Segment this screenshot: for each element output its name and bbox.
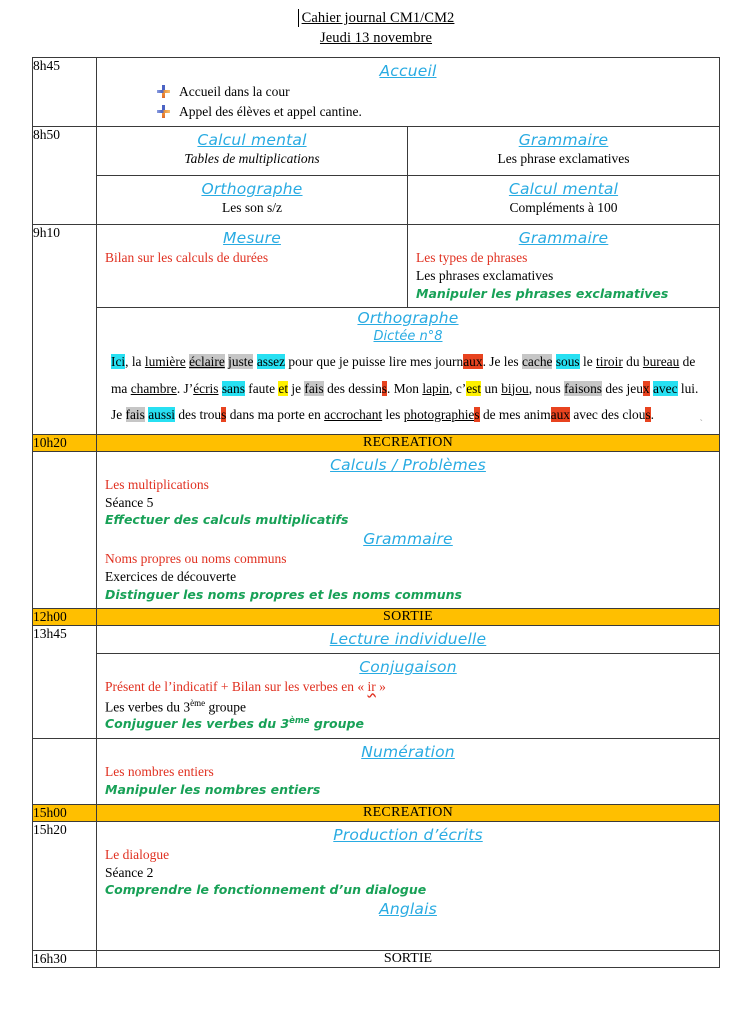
- page-date-line: [0, 28, 752, 48]
- table-row-0850: [33, 127, 720, 225]
- objective-grammaire: Manipuler les phrases exclamatives: [416, 285, 669, 301]
- topic-calculs: Les multiplications: [105, 476, 209, 492]
- table-row-1520: [33, 821, 720, 950]
- detail-grammaire: Les phrase exclamatives: [497, 151, 630, 167]
- topic-conjugaison-before: Présent de l’indicatif + Bilan sur les verbes en «: [105, 679, 368, 695]
- time-cell-1200: 12h00: [33, 609, 97, 626]
- content-cell-0850: [97, 127, 720, 225]
- dictee-text: Ici, la lumière éclaire juste assez pour que je puisse lire mes journaux. Je les cache sous le tiroir du bureau de ma chambre. J’écris sans faute et je fais des dessins. Mon lapin, c’est un bijou, nous faisons des jeux avec lui. Je fais aussi des trous dans ma porte en accrochant les photographies de mes animaux avec des clous.: [111, 354, 699, 422]
- topic-conjugaison-mark: ir: [367, 679, 376, 695]
- cell-mesure: [97, 225, 408, 307]
- activity-conjugaison-sup: ème: [190, 697, 206, 708]
- banner-recreation-2: RECREATION: [97, 804, 720, 821]
- time-cell-1630: 16h30: [33, 950, 97, 967]
- activity-conjugaison-before: Les verbes du 3: [105, 699, 191, 715]
- stray-mark: `: [699, 417, 703, 430]
- list-item: [105, 82, 711, 102]
- banner-sortie-1: SORTIE: [97, 609, 720, 626]
- subject-grammaire-2: Grammaire: [518, 229, 609, 248]
- time-cell-1020: 10h20: [33, 434, 97, 451]
- time-cell-1345: 13h45: [33, 626, 97, 739]
- cell-calcul-mental-1: [97, 127, 408, 175]
- subject-accueil: Accueil: [379, 62, 437, 80]
- page-title: Cahier journal CM1/CM2: [298, 9, 455, 27]
- table-row-sortie-1: [33, 609, 720, 626]
- subject-calcul-mental: Calcul mental: [197, 131, 307, 150]
- activity-conjugaison: [105, 697, 711, 717]
- content-cell-numeration: [97, 739, 720, 804]
- activity-grammaire: Les phrases exclamatives: [416, 268, 554, 284]
- subject-anglais: Anglais: [379, 899, 437, 918]
- subject-orthographe: Orthographe: [201, 180, 303, 199]
- activity-conjugaison-after: groupe: [205, 699, 246, 715]
- cell-orthographe-1: [97, 176, 408, 224]
- cell-grammaire-1: [408, 127, 719, 175]
- time-cell-0845: 8h45: [33, 58, 97, 127]
- arrow-bullet-icon: [157, 85, 170, 98]
- objective-conjugaison: [105, 716, 711, 733]
- split-row-0910: [97, 225, 719, 308]
- conjugaison-block: [97, 654, 719, 738]
- page-title-line: [0, 8, 752, 28]
- topic-grammaire: Les types de phrases: [416, 250, 528, 266]
- topic-numeration: Les nombres entiers: [105, 764, 214, 780]
- subject-grammaire-3: Grammaire: [363, 530, 453, 549]
- table-row-accueil: [33, 58, 720, 127]
- dictee-block: [97, 309, 719, 433]
- detail-orthographe: Les son s/z: [222, 200, 282, 216]
- time-cell-empty-1: [33, 451, 97, 609]
- lecture-block: [97, 626, 719, 654]
- subject-conjugaison: Conjugaison: [359, 658, 457, 677]
- content-cell-lecture: [97, 626, 720, 739]
- list-item: [105, 102, 711, 122]
- subject-numeration: Numération: [361, 743, 455, 762]
- split-row-bottom: [97, 176, 719, 224]
- objective-grammaire-2: Distinguer les noms propres et les noms communs: [105, 586, 462, 602]
- subject-orthographe-dictee: Orthographe: [357, 309, 459, 328]
- subject-grammaire: Grammaire: [518, 131, 609, 150]
- topic-conjugaison: [105, 678, 711, 696]
- page-date: Jeudi 13 novembre: [319, 30, 433, 46]
- arrow-bullet-icon: [157, 105, 170, 118]
- accueil-block: [97, 58, 719, 126]
- document-header: [0, 0, 752, 48]
- table-row-calculs: [33, 451, 720, 609]
- time-cell-0850: 8h50: [33, 127, 97, 225]
- content-cell-production: [97, 821, 720, 950]
- objective-conjugaison-before: Conjuguer les verbes du 3: [105, 716, 290, 732]
- table-row-1345: [33, 626, 720, 739]
- table-row-numeration: [33, 739, 720, 804]
- dictee-number: Dictée n°8: [373, 329, 443, 345]
- content-cell-calculs: [97, 451, 720, 609]
- content-cell-0910: [97, 225, 720, 435]
- activity-production: Séance 2: [105, 864, 154, 880]
- detail-calcul-mental-2: Compléments à 100: [509, 200, 618, 216]
- cell-grammaire-2: [408, 225, 719, 307]
- detail-calcul-mental: Tables de multiplications: [184, 151, 320, 167]
- subject-calculs-problemes: Calculs / Problèmes: [330, 455, 486, 474]
- subject-calcul-mental-2: Calcul mental: [508, 180, 619, 199]
- objective-numeration: Manipuler les nombres entiers: [105, 781, 321, 797]
- banner-recreation-1: RECREATION: [97, 434, 720, 451]
- topic-conjugaison-after: »: [375, 679, 386, 695]
- time-cell-0910: 9h10: [33, 225, 97, 435]
- content-cell-accueil: [97, 58, 720, 127]
- time-cell-empty-2: [33, 739, 97, 804]
- time-cell-1520: 15h20: [33, 821, 97, 950]
- cell-calcul-mental-2: [408, 176, 719, 224]
- time-cell-1500: 15h00: [33, 804, 97, 821]
- activity-grammaire-2: Exercices de découverte: [105, 569, 237, 585]
- activity-calculs: Séance 5: [105, 495, 154, 511]
- calculs-block: [97, 452, 719, 609]
- topic-production: Le dialogue: [105, 846, 170, 862]
- production-block: [97, 822, 719, 950]
- numeration-block: [97, 739, 719, 803]
- topic-mesure: Bilan sur les calculs de durées: [105, 250, 269, 266]
- split-row-top: [97, 127, 719, 176]
- table-row-recreation-2: [33, 804, 720, 821]
- objective-conjugaison-sup: ème: [289, 716, 310, 727]
- objective-conjugaison-after: groupe: [309, 716, 364, 732]
- table-row-0910: [33, 225, 720, 435]
- subject-lecture-individuelle: Lecture individuelle: [329, 630, 487, 649]
- subject-production-ecrits: Production d’écrits: [333, 825, 483, 844]
- objective-calculs: Effectuer des calculs multiplicatifs: [105, 512, 349, 528]
- subject-mesure: Mesure: [223, 229, 281, 248]
- objective-production: Comprendre le fonctionnement d’un dialogue: [105, 881, 427, 897]
- bullet-text: Accueil dans la cour: [179, 84, 290, 99]
- label-sortie-2: SORTIE: [97, 950, 720, 967]
- bullet-text: Appel des élèves et appel cantine.: [179, 103, 362, 119]
- table-row-recreation-1: [33, 434, 720, 451]
- topic-grammaire-2: Noms propres ou noms communs: [105, 551, 287, 567]
- table-row-sortie-2: [33, 950, 720, 967]
- schedule-table: [32, 57, 720, 968]
